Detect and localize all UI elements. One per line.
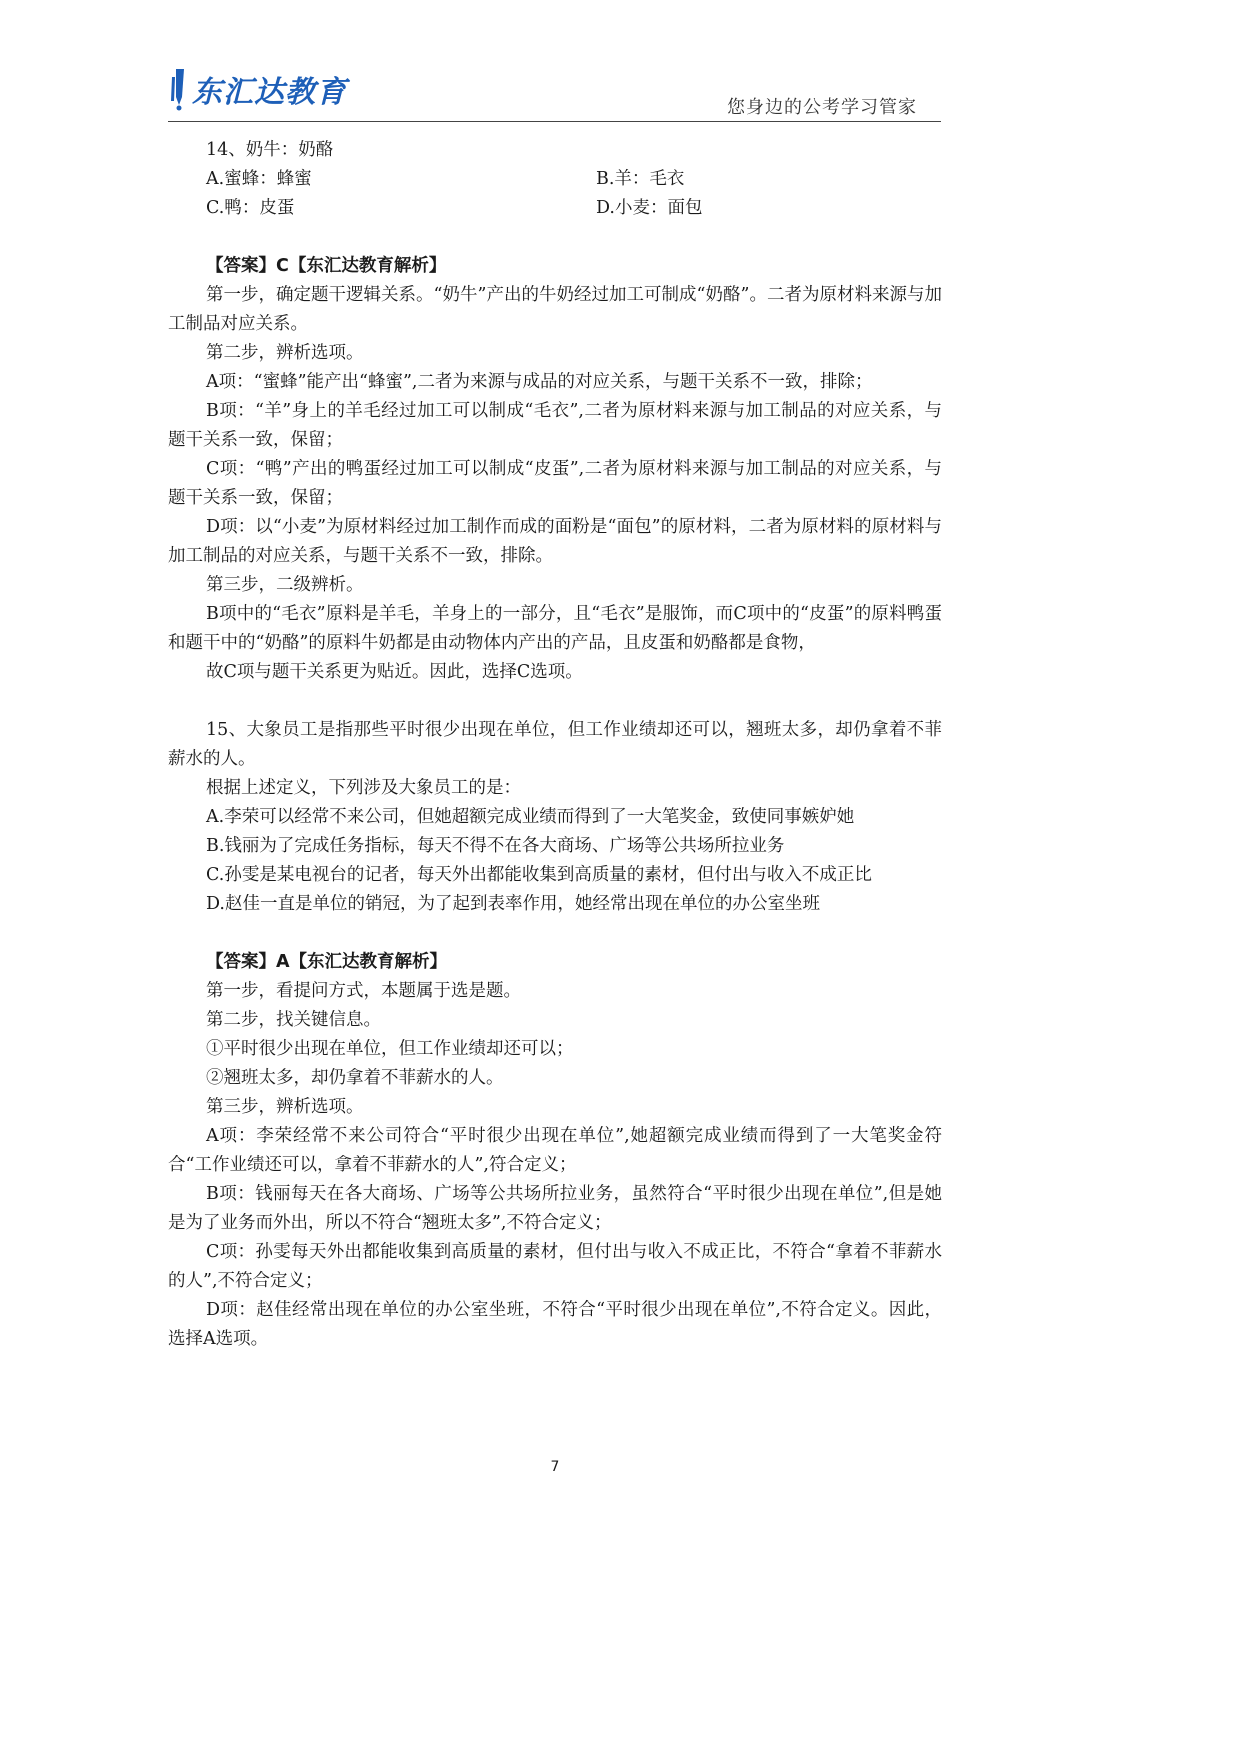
pen-logo-icon [168, 67, 190, 111]
option-analysis-a: A项：李荣经常不来公司符合“平时很少出现在单位”,她超额完成业绩而得到了一大笔奖金符合“工作业绩还可以，拿着不菲薪水的人”,符合定义； [168, 1126, 942, 1175]
options-row [168, 194, 942, 223]
question-14 [168, 136, 942, 687]
option-analysis-b: B项：钱丽每天在各大商场、广场等公共场所拉业务，虽然符合“平时很少出现在单位”,但是她是为了业务而外出，所以不符合“翘班太多”,不符合定义； [168, 1184, 942, 1233]
answer-heading: 【答案】A【东汇达教育解析】 [206, 952, 448, 972]
options-row [168, 165, 942, 194]
analysis-step: 第一步，确定题干逻辑关系。“奶牛”产出的牛奶经过加工可制成“奶酪”。二者为原材料来源与加工制品对应关系。 [168, 285, 942, 334]
secondary-analysis: B项中的“毛衣”原料是羊毛，羊身上的一部分，且“毛衣”是服饰，而C项中的“皮蛋”的原料鸭蛋和题干中的“奶酪”的原料牛奶都是由动物体内产出的产品，且皮蛋和奶酪都是食物， [168, 604, 942, 653]
option-a: A.李荣可以经常不来公司，但她超额完成业绩而得到了一大笔奖金，致使同事嫉妒她 [206, 807, 855, 827]
option-b: B.钱丽为了完成任务指标，每天不得不在各大商场、广场等公共场所拉业务 [206, 836, 785, 856]
question-prompt: 根据上述定义，下列涉及大象员工的是： [206, 778, 521, 798]
key-info: ②翘班太多，却仍拿着不菲薪水的人。 [206, 1068, 504, 1088]
option-d: D.小麦：面包 [596, 198, 703, 218]
logo [168, 66, 347, 112]
option-c: C.鸭：皮蛋 [206, 198, 295, 218]
option-analysis-a: A项：“蜜蜂”能产出“蜂蜜”,二者为来源与成品的对应关系，与题干关系不一致，排除； [206, 372, 873, 392]
option-analysis-d: D项：以“小麦”为原材料经过加工制作而成的面粉是“面包”的原材料，二者为原材料的原材料与加工制品的对应关系，与题干关系不一致，排除。 [168, 517, 942, 566]
question-15 [168, 716, 942, 1354]
option-a: A.蜜蜂：蜂蜜 [206, 169, 312, 189]
header-slogan: 您身边的公考学习管家 [727, 97, 917, 118]
key-info: ①平时很少出现在单位，但工作业绩却还可以； [206, 1039, 574, 1059]
page-number: 7 [550, 1459, 560, 1475]
answer-heading: 【答案】C【东汇达教育解析】 [206, 256, 447, 276]
analysis-step: 第二步，辨析选项。 [206, 343, 364, 363]
option-b: B.羊：毛衣 [596, 169, 685, 189]
page-header [168, 60, 941, 122]
logo-text: 东汇达教育 [192, 75, 347, 110]
question-stem: 15、大象员工是指那些平时很少出现在单位，但工作业绩却还可以，翘班太多，却仍拿着不菲薪水的人。 [168, 720, 942, 769]
option-c: C.孙雯是某电视台的记者，每天外出都能收集到高质量的素材，但付出与收入不成正比 [206, 865, 872, 885]
option-analysis-c: C项：孙雯每天外出都能收集到高质量的素材，但付出与收入不成正比，不符合“拿着不菲薪水的人”,不符合定义； [168, 1242, 942, 1291]
option-analysis-b: B项：“羊”身上的羊毛经过加工可以制成“毛衣”,二者为原材料来源与加工制品的对应关系，与题干关系一致，保留； [168, 401, 942, 450]
analysis-step: 第三步，二级辨析。 [206, 575, 364, 595]
analysis-step: 第三步，辨析选项。 [206, 1097, 364, 1117]
option-analysis-d: D项：赵佳经常出现在单位的办公室坐班，不符合“平时很少出现在单位”,不符合定义。因此，选择A选项。 [168, 1300, 942, 1349]
option-analysis-c: C项：“鸭”产出的鸭蛋经过加工可以制成“皮蛋”,二者为原材料来源与加工制品的对应关系，与题干关系一致，保留； [168, 459, 942, 508]
page-content [168, 136, 942, 1354]
question-stem: 14、奶牛：奶酪 [206, 140, 334, 160]
header-divider [168, 121, 941, 122]
analysis-step: 第二步，找关键信息。 [206, 1010, 381, 1030]
conclusion: 故C项与题干关系更为贴近。因此，选择C选项。 [206, 662, 583, 682]
analysis-step: 第一步，看提问方式，本题属于选是题。 [206, 981, 521, 1001]
option-d: D.赵佳一直是单位的销冠，为了起到表率作用，她经常出现在单位的办公室坐班 [206, 894, 820, 914]
